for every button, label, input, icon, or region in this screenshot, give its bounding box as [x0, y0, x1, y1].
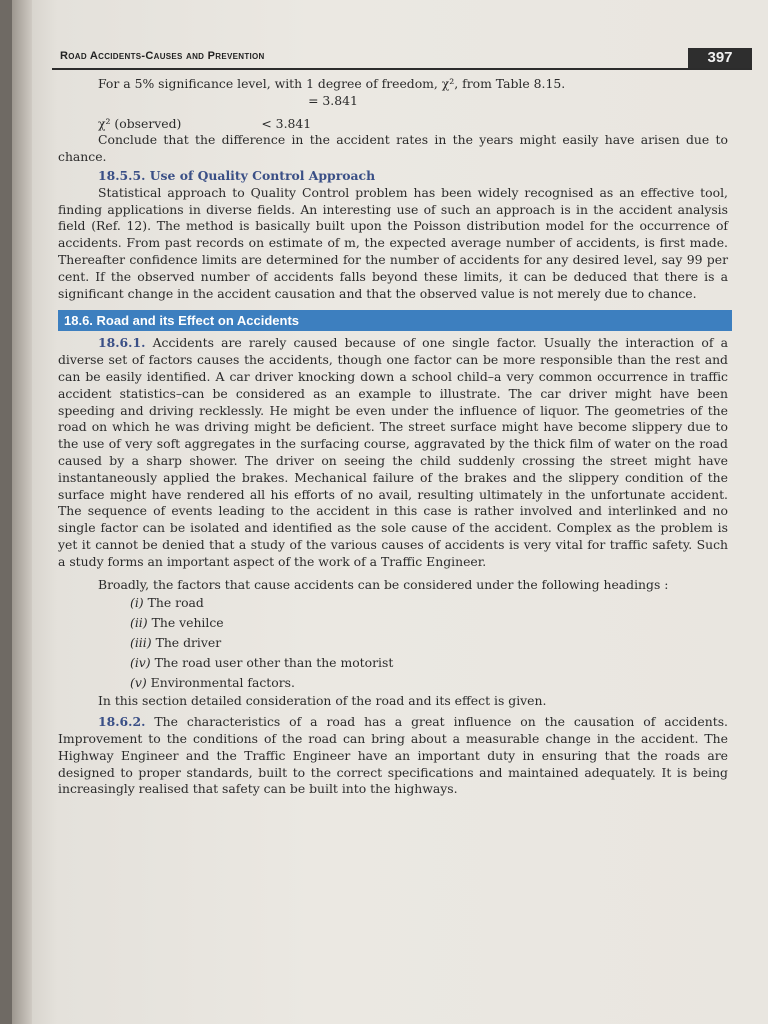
page-content	[58, 76, 728, 798]
section-note: In this section detailed consideration of the road and its effect is given.	[98, 693, 547, 709]
paragraph-18-6-1	[58, 335, 728, 570]
book-spine-shadow	[12, 0, 32, 1024]
observed-row	[58, 110, 728, 133]
list-item: (iv) The road user other than the motorist	[130, 655, 394, 671]
list-item: (i) The road	[130, 595, 204, 611]
book-page	[12, 0, 768, 1024]
page-number: 397	[688, 48, 752, 68]
subsection-body-18-5-5: Statistical approach to Quality Control problem has been widely recognised as an effective tool, finding applications in diverse fields. An interesting use of such an approach is in the accident analysis field (Ref. 12). The method is basically built upon the Poisson distribution model for the occurrence of accidents. From past records on estimate of m, the expected average number of accidents, is first made. Thereafter confidence limits are determined for the number of accidents for any desired level, say 99 per cent. If the observed number of accidents falls beyond these limits, it can be deduced that there is a significant change in the accident causation and that the observed value is not merely due to chance.	[58, 184, 728, 301]
subsection-heading-18-5-5: 18.5.5. Use of Quality Control Approach	[98, 167, 376, 183]
list-item: (iii) The driver	[130, 635, 222, 651]
running-title: Road Accidents-Causes and Prevention	[60, 50, 265, 62]
paragraph-number: 18.6.1.	[98, 335, 146, 351]
intro-line-2: = 3.841	[308, 92, 358, 108]
observed-label: χ² (observed)	[98, 115, 182, 131]
intro-conclusion: Conclude that the difference in the accident rates in the years might easily have arisen due to chance.	[58, 132, 728, 165]
factors-intro: Broadly, the factors that cause accidents can be considered under the following headings :	[98, 576, 669, 592]
factors-list	[58, 593, 728, 693]
list-item: (v) Environmental factors.	[130, 675, 295, 691]
paragraph-18-6-2	[58, 714, 728, 798]
paragraph-text: Accidents are rarely caused because of one single factor. Usually the interaction of a diverse set of factors causes the accidents, though one factor can be more responsible than the rest and can be easily identified. A car driver knocking down a school child–a very common occurrence in traffic accident statistics–can be considered as an example to illustrate. The car driver might have been speeding and driving recklessly. He might be even under the influence of liquor. The geometries of the road on which he was driving might be deficient. The street surface might have become slippery due to the use of very soft aggregates in the surfacing course, aggravated by the thick film of water on the road caused by a sharp shower. The driver on seeing the child suddenly crossing the street might have instantaneously applied the brakes. Mechanical failure of the brakes and the slippery condition of the surface might have rendered all his efforts of no avail, resulting ultimately in the unfortunate accident. The sequence of events leading to the accident in this case is rather involved and interlinked and no single factor can be isolated and identified as the sole cause of the accident. Complex as the problem is yet it cannot be denied that a study of the various causes of accidents is very vital for traffic safety. Such a study forms an important aspect of the work of a Traffic Engineer.	[58, 335, 728, 569]
observed-value: < 3.841	[261, 115, 312, 131]
running-header	[52, 40, 752, 70]
paragraph-number: 18.6.2.	[98, 714, 146, 730]
section-heading-18-6: 18.6. Road and its Effect on Accidents	[58, 310, 732, 331]
paragraph-text: The characteristics of a road has a great influence on the causation of accidents. Improvement to the conditions of the road can bring about a measurable change in the accident. The Highway Engineer and the Traffic Engineer have an important duty in ensuring that the roads are designed to proper standards, built to the correct specifications and maintained adequately. It is being increasingly realised that safety can be built into the highways.	[58, 714, 728, 797]
intro-line-1: For a 5% significance level, with 1 degree of freedom, χ², from Table 8.15.	[98, 76, 566, 91]
list-item: (ii) The vehilce	[130, 615, 224, 631]
